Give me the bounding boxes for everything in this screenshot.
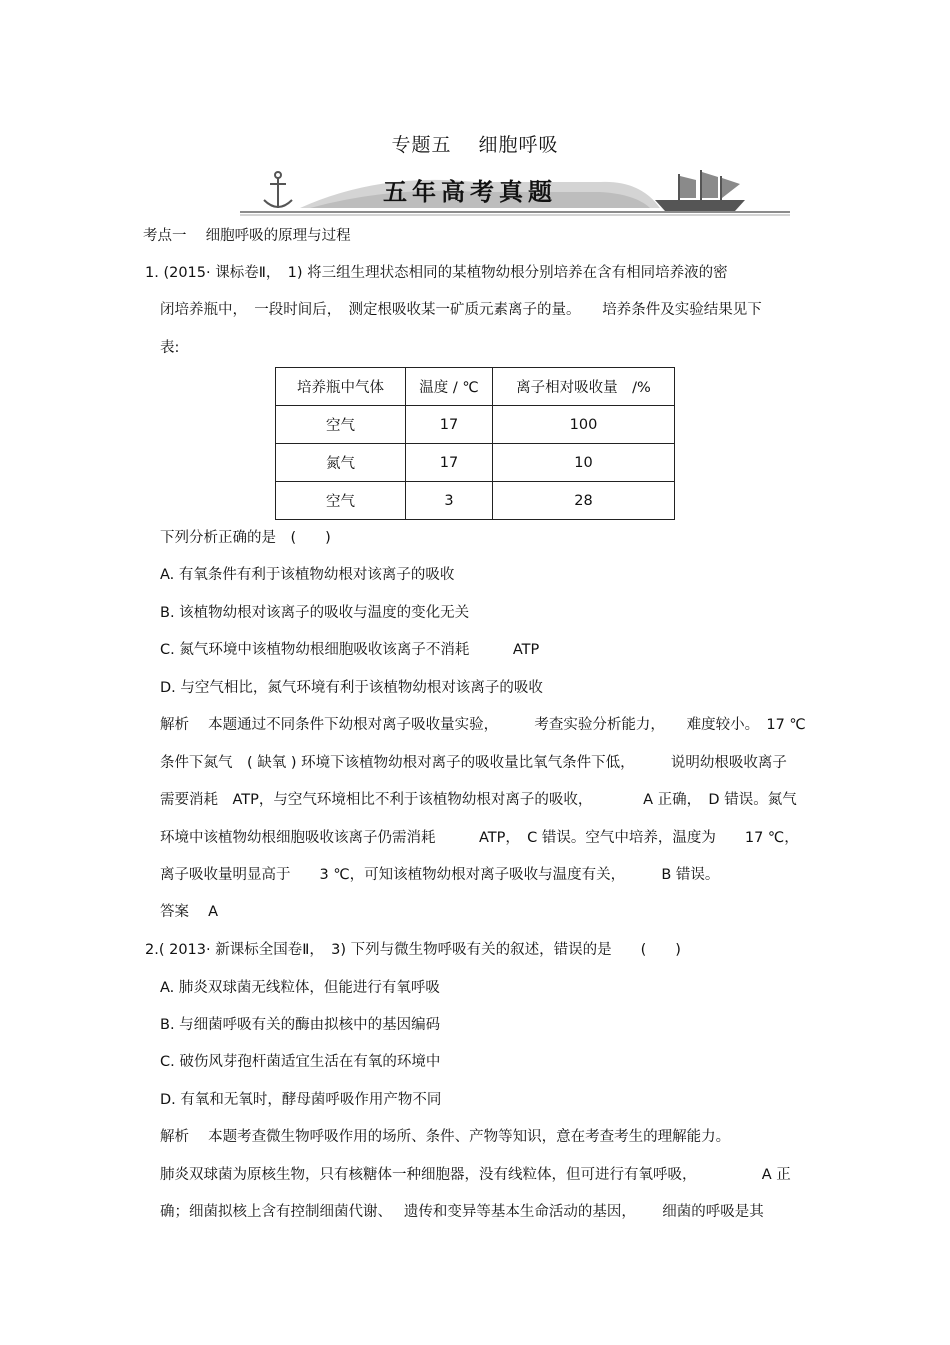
anchor-icon [264,172,292,208]
table-row [276,482,675,520]
table-header-cell: 培养瓶中气体 [276,368,406,406]
q2-option-b: B. 与细菌呼吸有关的酶由拟核中的基因编码 [160,1017,441,1033]
table-row [276,444,675,482]
q1-analysis-line: 离子吸收量明显高于 3 ℃，可知该植物幼根对离子吸收与温度有关， B 错误。 [160,867,720,883]
q1-analysis-line: 环境中该植物幼根细胞吸收该离子仍需消耗 ATP， C 错误。空气中培养，温度为 17 ℃， [160,830,799,846]
experiment-table [275,367,675,520]
q1-analysis-line: 解析 本题通过不同条件下幼根对离子吸收量实验， 考查实验分析能力， 难度较小。 17 ℃ [160,717,806,733]
q1-line-2: 闭培养瓶中， 一段时间后， 测定根吸收某一矿质元素离子的量。 培养条件及实验结果见下 [160,302,762,318]
table-cell: 28 [493,482,675,520]
section-heading: 考点一 细胞呼吸的原理与过程 [143,228,351,244]
table-cell: 空气 [276,482,406,520]
q1-analysis-line: 需要消耗 ATP，与空气环境相比不利于该植物幼根对离子的吸收， A 正确， D 错误。氮气 [160,792,797,808]
sailing-ship-icon [655,170,745,211]
q1-line-1: 1. (2015· 课标卷Ⅱ， 1) 将三组生理状态相同的某植物幼根分别培养在含有相同培养液的密 [145,265,728,281]
q2-option-c: C. 破伤风芽孢杆菌适宜生活在有氧的环境中 [160,1054,441,1070]
q1-analysis-line: 条件下氮气 ( 缺氧 ) 环境下该植物幼根对离子的吸收量比氧气条件下低， 说明幼根吸收离子 [160,755,787,771]
q1-option-c: C. 氮气环境中该植物幼根细胞吸收该离子不消耗 ATP [160,642,540,658]
q2-option-d: D. 有氧和无氧时，酵母菌呼吸作用产物不同 [160,1092,442,1108]
q2-analysis-line: 确；细菌拟核上含有控制细菌代谢、 遗传和变异等基本生命活动的基因， 细菌的呼吸是其 [160,1204,764,1220]
q1-prompt: 下列分析正确的是 ( ) [160,530,331,546]
table-header-cell: 温度 / ℃ [406,368,493,406]
table-cell: 17 [406,406,493,444]
table-cell: 17 [406,444,493,482]
q2-analysis-line: 解析 本题考查微生物呼吸作用的场所、条件、产物等知识，意在考查考生的理解能力。 [160,1129,731,1145]
table-cell: 空气 [276,406,406,444]
page-title: 专题五 细胞呼吸 [391,134,559,156]
table-cell: 10 [493,444,675,482]
q1-option-d: D. 与空气相比，氮气环境有利于该植物幼根对该离子的吸收 [160,680,543,696]
table-header-cell: 离子相对吸收量 /% [493,368,675,406]
q1-option-a: A. 有氧条件有利于该植物幼根对该离子的吸收 [160,567,455,583]
q2-line-1: 2.( 2013· 新课标全国卷Ⅱ， 3) 下列与微生物呼吸有关的叙述，错误的是 ( ) [145,942,681,958]
table-cell: 氮气 [276,444,406,482]
table-header-row [276,368,675,406]
table-cell: 3 [406,482,493,520]
q1-option-b: B. 该植物幼根对该离子的吸收与温度的变化无关 [160,605,470,621]
q1-line-3: 表: [160,340,180,356]
banner-title: 五年高考真题 [383,178,557,206]
table-row [276,406,675,444]
table-cell: 100 [493,406,675,444]
q2-analysis-line: 肺炎双球菌为原核生物，只有核糖体一种细胞器，没有线粒体，但可进行有氧呼吸， A 正 [160,1167,791,1183]
q2-option-a: A. 肺炎双球菌无线粒体，但能进行有氧呼吸 [160,980,440,996]
q1-answer: 答案 A [160,904,219,920]
